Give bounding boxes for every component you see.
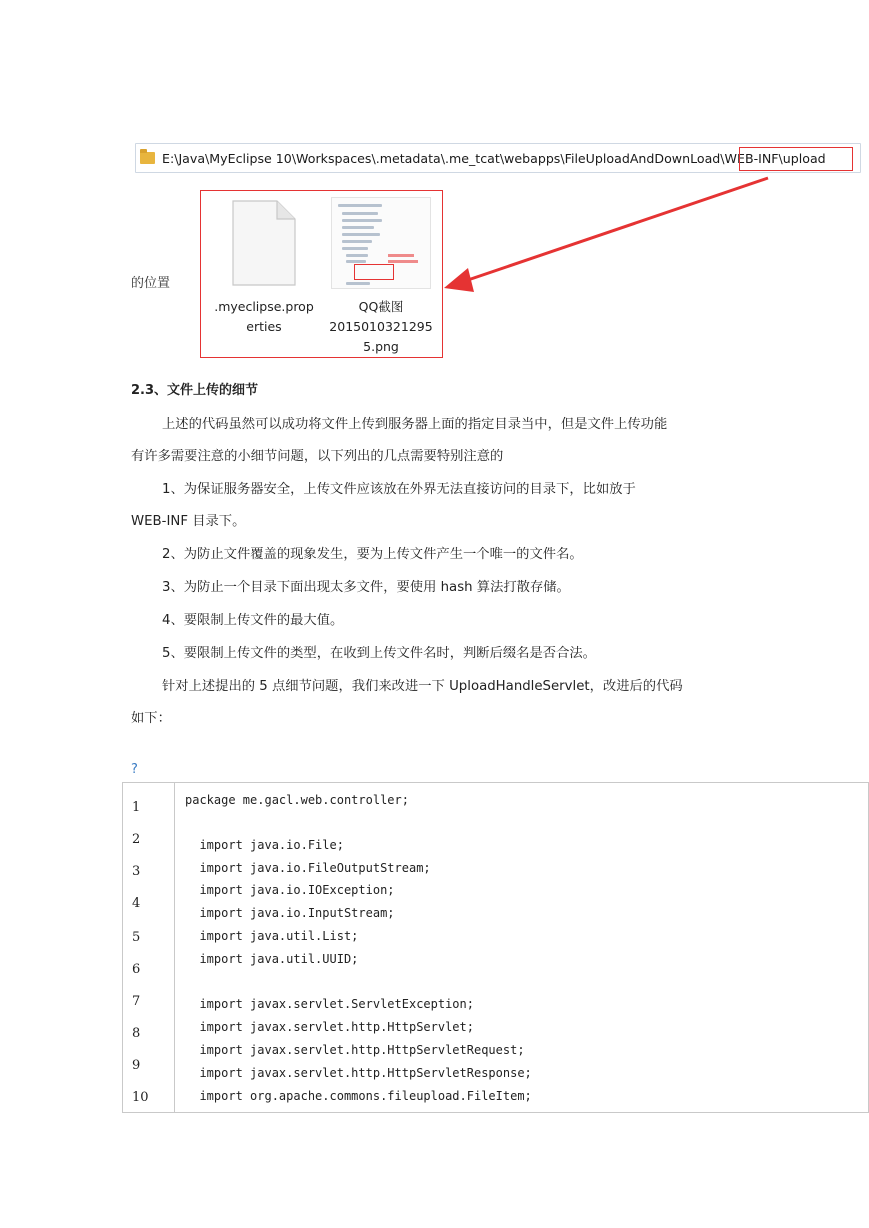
path-highlight-box xyxy=(739,147,853,171)
code-line: import java.io.IOException; xyxy=(185,883,395,897)
blank-document-icon xyxy=(229,199,299,287)
file-name-line: erties xyxy=(246,319,282,334)
paragraph: 针对上述提出的 5 点细节问题，我们来改进一下 UploadHandleServlet，改进后的代码 xyxy=(162,679,683,694)
address-path[interactable]: E:\Java\MyEclipse 10\Workspaces\.metadata\.me_tcat\webapps\FileUploadAndDownLoad\WEB-INF\upload xyxy=(162,151,826,166)
file-icons-highlight xyxy=(200,190,443,358)
line-number: 7 xyxy=(132,994,141,1009)
list-item: WEB-INF 目录下。 xyxy=(131,514,246,529)
line-number-gutter xyxy=(123,783,175,1112)
line-number: 8 xyxy=(132,1026,141,1041)
code-line: import java.util.UUID; xyxy=(185,952,359,966)
code-help-link[interactable]: ? xyxy=(131,762,138,777)
image-thumbnail xyxy=(331,197,431,289)
line-number: 6 xyxy=(132,962,141,977)
paragraph: 上述的代码虽然可以成功将文件上传到服务器上面的指定目录当中，但是文件上传功能 xyxy=(162,417,668,432)
line-number: 10 xyxy=(132,1090,149,1105)
paragraph: 如下： xyxy=(131,711,171,726)
code-line: import java.io.InputStream; xyxy=(185,906,395,920)
code-line: import javax.servlet.http.HttpServletRequest; xyxy=(185,1043,525,1057)
code-line: import javax.servlet.ServletException; xyxy=(185,997,474,1011)
code-block[interactable] xyxy=(122,782,869,1113)
file-item-myeclipse[interactable] xyxy=(209,297,319,337)
line-number: 2 xyxy=(132,832,141,847)
list-item: 4、要限制上传文件的最大值。 xyxy=(162,613,344,628)
file-name-line: .myeclipse.prop xyxy=(214,299,314,314)
code-line: import org.apache.commons.fileupload.FileItem; xyxy=(185,1089,532,1103)
list-item: 3、为防止一个目录下面出现太多文件，要使用 hash 算法打散存储。 xyxy=(162,580,570,595)
list-item: 5、要限制上传文件的类型，在收到上传文件名时，判断后缀名是否合法。 xyxy=(162,646,596,661)
explorer-address-bar[interactable] xyxy=(135,143,861,173)
line-number: 1 xyxy=(132,800,141,815)
code-line: import java.io.FileOutputStream; xyxy=(185,861,431,875)
code-line: import javax.servlet.http.HttpServlet; xyxy=(185,1020,474,1034)
paragraph: 有许多需要注意的小细节问题，以下列出的几点需要特别注意的 xyxy=(131,449,504,464)
code-line: package me.gacl.web.controller; xyxy=(185,793,409,807)
line-number: 4 xyxy=(132,896,141,911)
list-item: 2、为防止文件覆盖的现象发生，要为上传文件产生一个唯一的文件名。 xyxy=(162,547,583,562)
file-name-line: 5.png xyxy=(363,339,399,354)
line-number: 5 xyxy=(132,930,141,945)
folder-icon xyxy=(140,152,155,164)
code-line: import javax.servlet.http.HttpServletResponse; xyxy=(185,1066,532,1080)
line-number: 9 xyxy=(132,1058,141,1073)
code-line: import java.io.File; xyxy=(185,838,344,852)
file-item-qq-screenshot[interactable] xyxy=(319,297,443,357)
file-name-line: QQ截图 xyxy=(358,299,404,314)
section-heading: 2.3、文件上传的细节 xyxy=(131,383,259,398)
side-label: 的位置 xyxy=(131,276,171,291)
list-item: 1、为保证服务器安全，上传文件应该放在外界无法直接访问的目录下，比如放于 xyxy=(162,482,636,497)
line-number: 3 xyxy=(132,864,141,879)
file-name-line: 2015010321295 xyxy=(329,319,433,334)
code-line: import java.util.List; xyxy=(185,929,359,943)
